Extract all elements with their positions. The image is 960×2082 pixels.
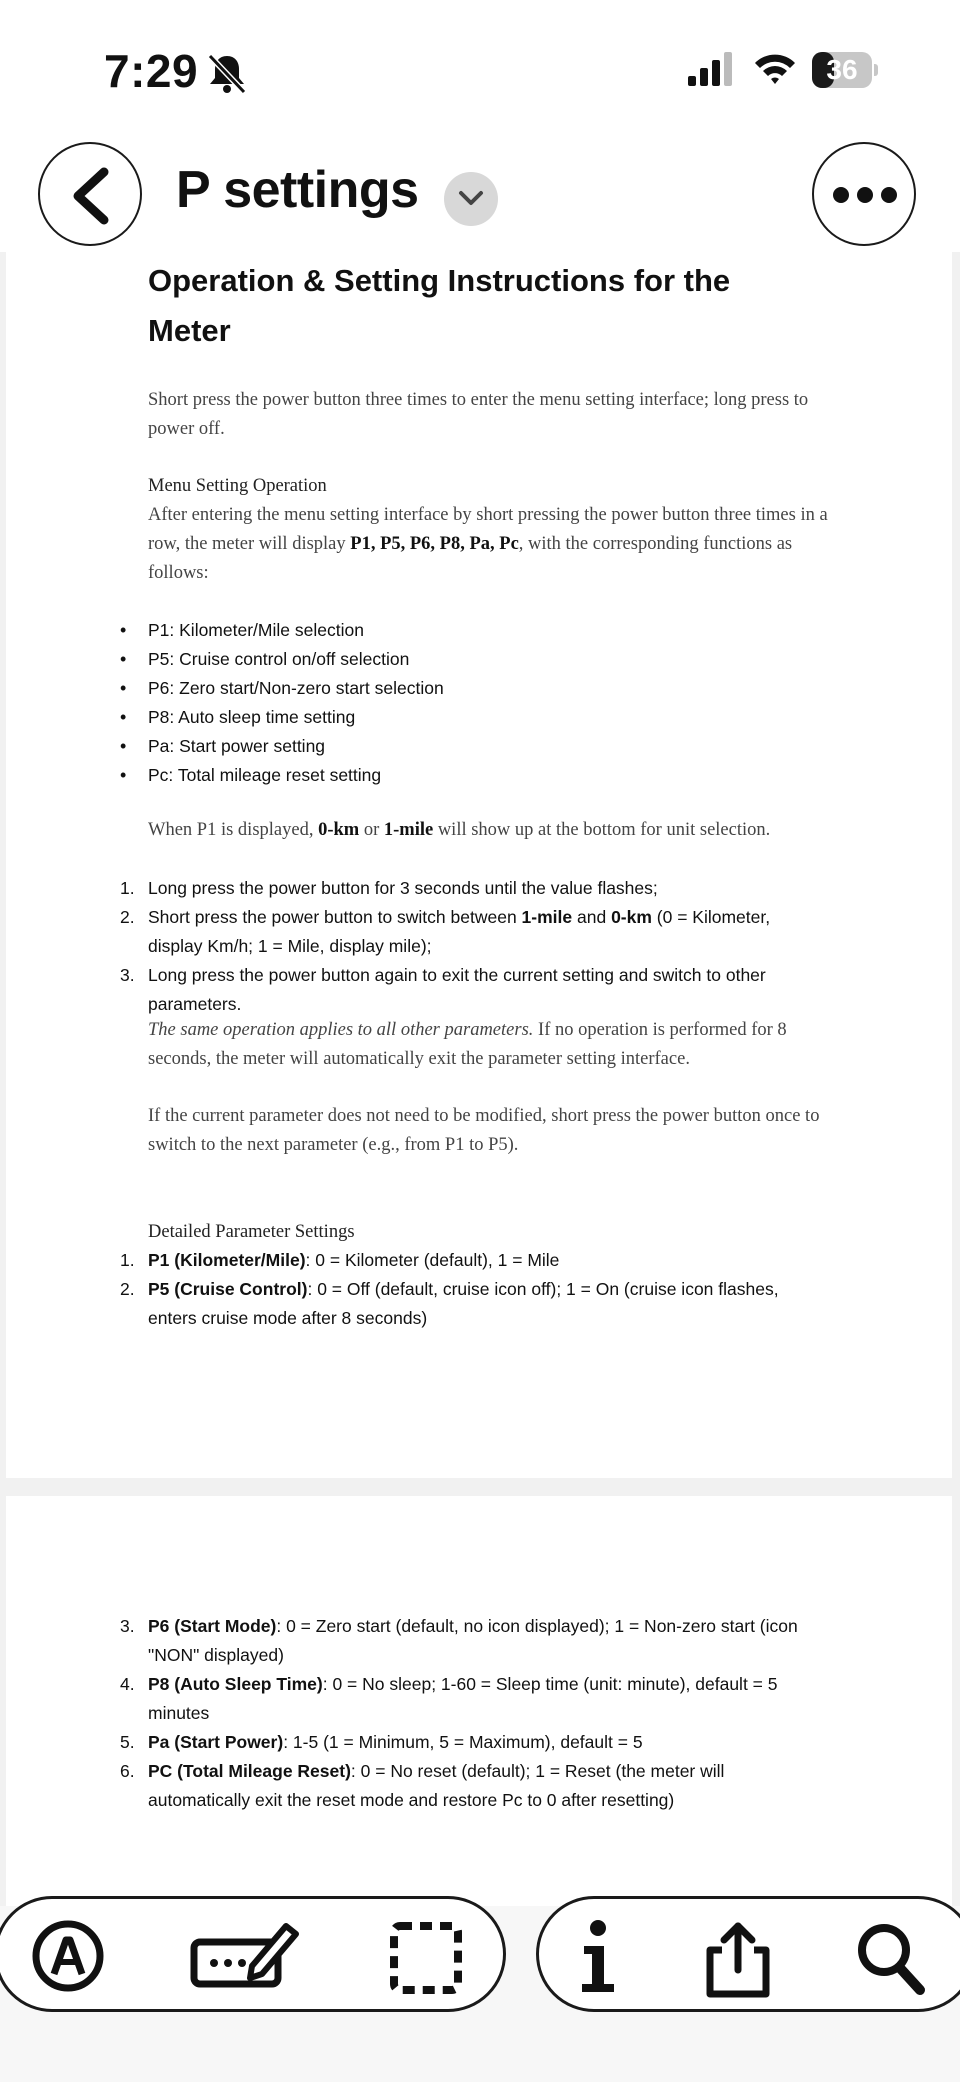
param-list-part-1 xyxy=(120,1246,808,1333)
p1-unit-text: When P1 is displayed, 0-km or 1-mile will show up at the bottom for unit selection. xyxy=(148,820,771,840)
menu-heading: Menu Setting Operation xyxy=(148,476,327,496)
function-list xyxy=(148,616,828,790)
list-item: 2. P5 (Cruise Control): 0 = Off (default, cruise icon off); 1 = On (cruise icon flashes, enters cruise mode after 8 seconds) xyxy=(120,1279,779,1328)
markup-icon[interactable] xyxy=(30,1918,106,1994)
wifi-icon xyxy=(752,50,798,88)
cellular-signal-icon xyxy=(686,50,736,88)
document-page-2 xyxy=(6,1496,952,1906)
navigation-header xyxy=(0,140,960,252)
chevron-down-icon xyxy=(458,188,484,210)
p1-steps-list xyxy=(120,874,808,1019)
more-options-button[interactable] xyxy=(812,142,916,246)
list-item: 6. PC (Total Mileage Reset): 0 = No reset (default); 1 = Reset (the meter will automatically exit the reset mode and restore Pc to 0 after resetting) xyxy=(120,1761,725,1810)
list-item: 4. P8 (Auto Sleep Time): 0 = No sleep; 1-60 = Sleep time (unit: minute), default = 5 minutes xyxy=(120,1674,778,1723)
list-item: • Pc: Total mileage reset setting xyxy=(148,761,828,790)
info-icon[interactable] xyxy=(566,1918,630,1998)
back-button[interactable] xyxy=(38,142,142,246)
param-list-part-2 xyxy=(120,1612,808,1815)
list-item: 3. Long press the power button again to exit the current setting and switch to other parameters. xyxy=(120,965,766,1014)
page-title[interactable]: P settings xyxy=(176,161,419,219)
list-item: • P6: Zero start/Non-zero start selection xyxy=(148,674,828,703)
status-bar xyxy=(0,0,960,140)
list-item: 3. P6 (Start Mode): 0 = Zero start (default, no icon displayed); 1 = Non-zero start (icon "NON" displayed) xyxy=(120,1616,798,1665)
list-item: 5. Pa (Start Power): 1-5 (1 = Minimum, 5 = Maximum), default = 5 xyxy=(120,1732,643,1752)
list-item: 2. Short press the power button to switch between 1-mile and 0-km (0 = Kilometer, display Km/h; 1 = Mile, display mile); xyxy=(120,907,771,956)
silent-bell-icon xyxy=(204,50,250,96)
list-item: 1. Long press the power button for 3 seconds until the value flashes; xyxy=(120,878,658,898)
list-item: • P8: Auto sleep time setting xyxy=(148,703,828,732)
status-time: 7:29 xyxy=(104,45,199,97)
battery-indicator xyxy=(812,52,878,88)
search-icon[interactable] xyxy=(852,1918,928,1998)
keyboard-pencil-icon[interactable] xyxy=(190,1918,302,1994)
ellipsis-icon xyxy=(830,184,900,206)
intro-text: Short press the power button three times to enter the menu setting interface; long press to power off. xyxy=(148,390,809,439)
share-icon[interactable] xyxy=(700,1918,776,2000)
selection-icon[interactable] xyxy=(386,1918,466,1998)
title-menu-button[interactable] xyxy=(444,172,498,226)
battery-level: 36 xyxy=(826,54,858,85)
list-item: 1. P1 (Kilometer/Mile): 0 = Kilometer (default), 1 = Mile xyxy=(120,1250,560,1270)
list-item: • P1: Kilometer/Mile selection xyxy=(148,616,828,645)
chevron-left-icon xyxy=(64,166,120,226)
document-page-1 xyxy=(6,252,952,1478)
no-modify-note: If the current parameter does not need to be modified, short press the power button once to switch to the next parameter (e.g., from P1 to P5). xyxy=(148,1106,820,1155)
menu-description: After entering the menu setting interface by short pressing the power button three times in a row, the meter will display P1, P5, P6, P8, Pa, Pc, with the corresponding functions as follows: xyxy=(148,505,828,583)
list-item: • Pa: Start power setting xyxy=(148,732,828,761)
detail-heading: Detailed Parameter Settings xyxy=(148,1222,355,1242)
document-title: Operation & Setting Instructions for the Meter xyxy=(148,263,731,348)
list-item: • P5: Cruise control on/off selection xyxy=(148,645,828,674)
same-operation-note: The same operation applies to all other parameters. If no operation is performed for 8 seconds, the meter will automatically exit the parameter setting interface. xyxy=(148,1020,787,1069)
